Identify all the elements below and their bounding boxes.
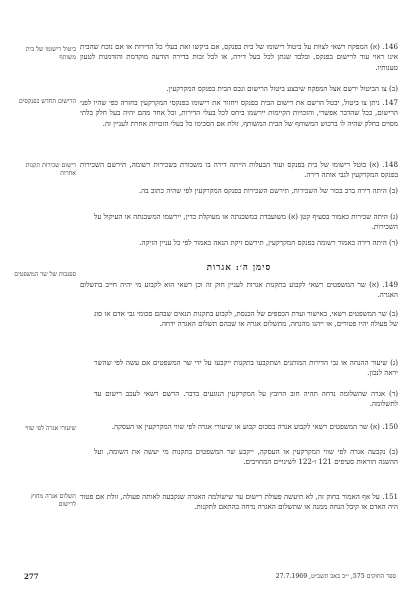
margin-note: ספנבות של שר המשפטים xyxy=(14,271,76,278)
section-148-c: (ג) היתה שכירות כאמור בסעיף קטן (א) משועבדת במשכנתה או מעוקלת כדין, יירשמו המשכנתה או העיקול על השכירות. xyxy=(94,212,398,232)
chapter-heading: סימן ה׳: אגרות xyxy=(206,263,272,273)
margin-note: הרישום החדש בפנקסים xyxy=(18,98,76,105)
margin-note: תשלום אגרה מחוץ לרישום xyxy=(31,493,76,508)
section-148-d: (ד) היתה דירה כאמור רשומה בפנקס המקרקעין, תירשם זיקת הנאה כאמור לפי כל עניין הזיקה. xyxy=(139,238,398,247)
section-151: 151. על אף האמור בחוק זה, לא תיעשה פעולת רישום עד שישולמה האגרה שנקבעה לאותה פעולה, זולת אם פטור היה האדם או קיבל הנחה ממנה או שתשלום האגרה נדחה בהתאם לתקנות. xyxy=(80,492,398,512)
section-149-c: (ג) שיעור ההנחה או גבי הדירות המותנים ושתקבעו בתקנות ייקבעו על ידי שר המשפטים אם עשה לפי שהשר יראה לנכון. xyxy=(94,358,398,378)
section-149-a: 149. (א) שר המשפטים רשאי לקבוע בתקנות אגרות לעניין חוק זה וכן רשאי הוא לקבוע מי יהיה חייב בתשלום האגרה. xyxy=(80,280,398,300)
page-footer xyxy=(24,572,396,584)
section-147: 147. ניתן צו ביטול, יבטל הרשם את רישום הבית בפנקס ויחזור את רישומו בפנקסי המקרקעין בחזרה כפי שהיו לפני הרישום, ככל שהדבר אפשרי, והזכויות הקיימות יירשמו ביחס לכל בעלי הדירות, וכל אחד מהם יהיה בעל חלק בלתי מסוים בחלק שהיה לו ברכוש המשותף של הבית המשותף, זולת אם הסכימו כל בעלי הזכויות אחרת לעניין זה. xyxy=(80,98,398,128)
section-149-b: (ב) שר המשפטים רשאי, באישור ועדת הכספים של הכנסת, לקבוע בתקנות תנאים שבהם סכומי גבי אדם או סוג של פעולה יהיו פטורים, או ייהנו מהנחה, מתשלום אגרה או שבהם תשלום האגרה ידחה. xyxy=(94,309,398,329)
section-146-a: 146. (א) המפקח רשאי לצוות על ביטול רישומו של בית בפנקס, אם ביקשו זאת בעלי כל הדירות או אם נוכח שהבית אינו ראוי עוד לרישום בפנקס, ובלבד שנתן לכל בעל דירה, או לכל זכות בדירה הודעה מוקדמת והזדמנות לטעון טענותיו. xyxy=(80,42,398,72)
margin-note: רישום שכירות תקנות אחרות xyxy=(25,162,76,177)
page-number: 277 xyxy=(24,572,39,581)
section-150-a: 150. (א) שר המשפטים רשאי לקבוע אגרה בסכום קבוע או שיעורי אגרה לפי שווי המקרקעין או העסקה. xyxy=(111,422,398,431)
margin-note: שיעורי אגרה לפי שווי xyxy=(25,425,76,432)
section-150-b: (ב) נקבעה אגרה לפי שווי המקרקעין או העסקה, ייקבע שר המשפטים בתקנות מי יעשה את השומה, ועל ההשגה הוראות סעיפים 121 ו-122 לשינויים המחויבים. xyxy=(94,447,398,467)
section-149-d: (ד) אגרה שהשלומה נדחה תהיה חוב הרובץ על המקרקעין הנוגעים בדבר. הרשם רשאי לעכב רישום עד לתשלומה. xyxy=(94,389,398,409)
section-148-b: (ב) היתה דירה ברב בכור של השכירות, תירשם השכירות בפנקס המקרקעין לפי שהיה כתוב בה. xyxy=(138,186,398,195)
section-148-a: 148. (א) בוטל רישומו של בית בפנקס ועוד הבעלות הייתה דירה בו משכורת בשכירות רשומה, תירשם השכירות בפנקס המקרקעין לגבי אותה דירה. xyxy=(80,160,398,180)
footer-text: ספר החוקים 575, י״ב באב תשכ״ט, 27.7.1969 xyxy=(275,573,396,580)
section-146-b: (ב) צו הביטול ירשם אצל המפקח שיבצע ביטול הרישום ונכס הבית בפנקס המקרקעין. xyxy=(166,84,398,93)
margin-note: ביטול רישומו של בית משותף xyxy=(25,46,76,61)
